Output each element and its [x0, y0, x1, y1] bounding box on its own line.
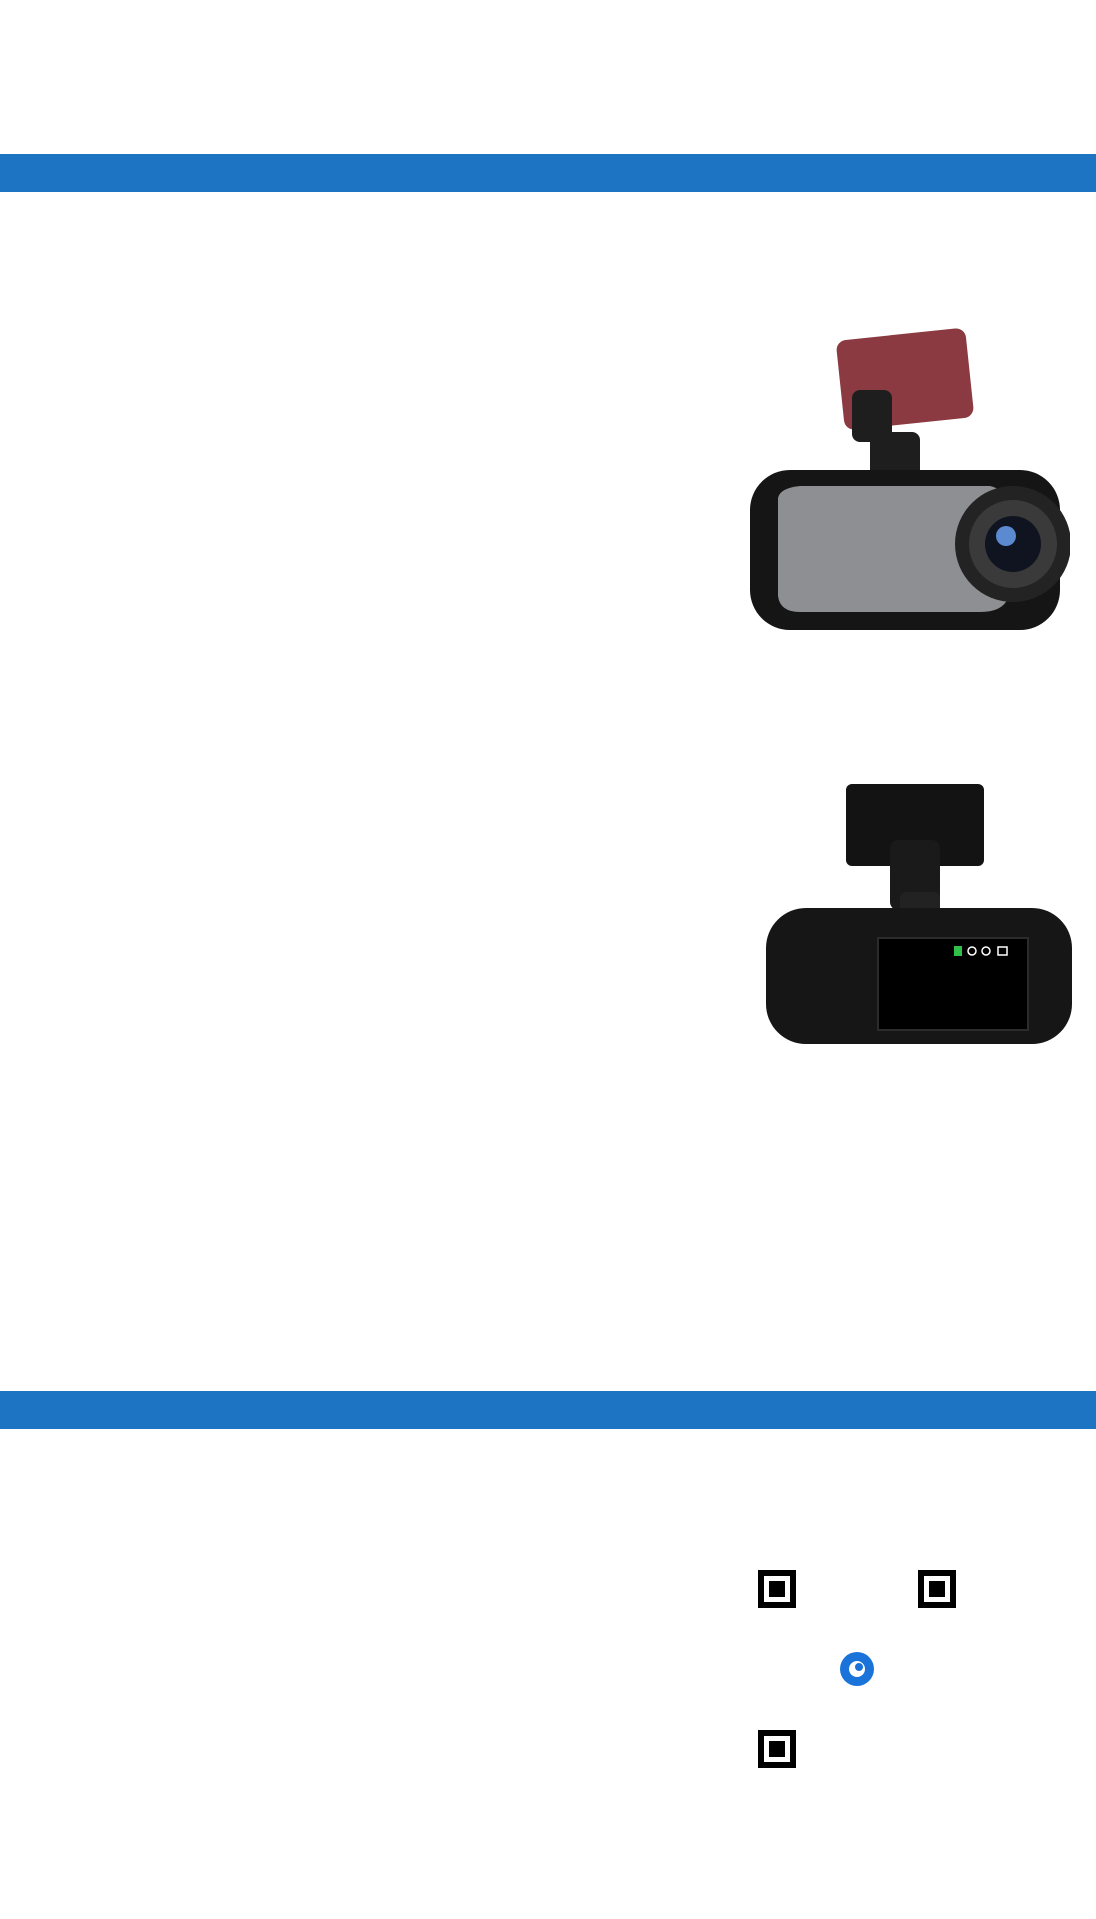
- product-plan-value: [280, 78, 1096, 116]
- qr-code-image: [758, 1570, 956, 1768]
- dashcam-rear-image: [760, 780, 1080, 1050]
- project-name-value: [280, 40, 1096, 78]
- sheet-title: [0, 0, 1096, 40]
- custom-specs-band: [0, 1391, 1096, 1429]
- spec-parameters-header: [0, 116, 1096, 154]
- product-plan-label: [0, 78, 280, 116]
- general-specs-band: [0, 154, 1096, 192]
- dashcam-front-image: [740, 320, 1070, 640]
- machine-diagram-label: [732, 192, 1096, 230]
- project-name-label: [0, 40, 280, 78]
